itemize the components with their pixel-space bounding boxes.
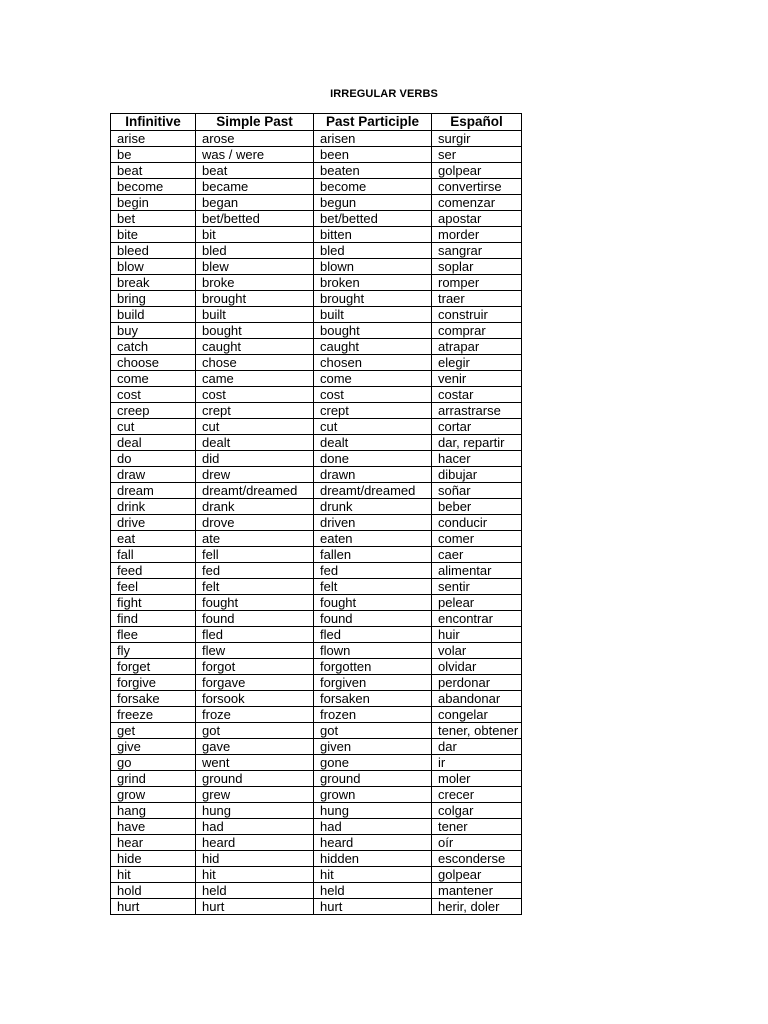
irregular-verbs-table: [110, 113, 522, 915]
cell-infinitive: grow: [111, 787, 196, 803]
cell-espanol: olvidar: [432, 659, 522, 675]
cell-simple-past: froze: [196, 707, 314, 723]
cell-espanol: beber: [432, 499, 522, 515]
cell-infinitive: bring: [111, 291, 196, 307]
cell-past-participle: forgiven: [314, 675, 432, 691]
cell-infinitive: get: [111, 723, 196, 739]
cell-past-participle: built: [314, 307, 432, 323]
header-espanol: Español: [432, 114, 522, 131]
cell-infinitive: go: [111, 755, 196, 771]
table-row: [111, 467, 522, 483]
table-row: [111, 419, 522, 435]
cell-simple-past: hit: [196, 867, 314, 883]
cell-simple-past: hung: [196, 803, 314, 819]
cell-espanol: herir, doler: [432, 899, 522, 915]
table-header-row: [111, 114, 522, 131]
cell-simple-past: went: [196, 755, 314, 771]
cell-espanol: cortar: [432, 419, 522, 435]
cell-past-participle: frozen: [314, 707, 432, 723]
cell-past-participle: fought: [314, 595, 432, 611]
cell-past-participle: been: [314, 147, 432, 163]
cell-past-participle: arisen: [314, 131, 432, 147]
table-row: [111, 723, 522, 739]
cell-simple-past: broke: [196, 275, 314, 291]
cell-infinitive: fall: [111, 547, 196, 563]
cell-past-participle: given: [314, 739, 432, 755]
table-row: [111, 259, 522, 275]
cell-simple-past: hurt: [196, 899, 314, 915]
cell-espanol: romper: [432, 275, 522, 291]
cell-infinitive: arise: [111, 131, 196, 147]
cell-infinitive: break: [111, 275, 196, 291]
table-row: [111, 883, 522, 899]
cell-past-participle: cost: [314, 387, 432, 403]
cell-simple-past: forgave: [196, 675, 314, 691]
cell-espanol: atrapar: [432, 339, 522, 355]
cell-simple-past: bet/betted: [196, 211, 314, 227]
cell-espanol: surgir: [432, 131, 522, 147]
cell-espanol: construir: [432, 307, 522, 323]
cell-infinitive: forget: [111, 659, 196, 675]
cell-simple-past: drank: [196, 499, 314, 515]
cell-espanol: dar, repartir: [432, 435, 522, 451]
table-row: [111, 307, 522, 323]
cell-espanol: conducir: [432, 515, 522, 531]
cell-espanol: perdonar: [432, 675, 522, 691]
cell-espanol: moler: [432, 771, 522, 787]
cell-infinitive: find: [111, 611, 196, 627]
cell-simple-past: grew: [196, 787, 314, 803]
cell-past-participle: hit: [314, 867, 432, 883]
cell-espanol: arrastrarse: [432, 403, 522, 419]
cell-simple-past: began: [196, 195, 314, 211]
cell-infinitive: grind: [111, 771, 196, 787]
cell-espanol: ir: [432, 755, 522, 771]
table-row: [111, 195, 522, 211]
cell-espanol: encontrar: [432, 611, 522, 627]
table-row: [111, 531, 522, 547]
cell-infinitive: freeze: [111, 707, 196, 723]
table-row: [111, 675, 522, 691]
cell-past-participle: begun: [314, 195, 432, 211]
cell-past-participle: fled: [314, 627, 432, 643]
cell-infinitive: do: [111, 451, 196, 467]
cell-past-participle: fed: [314, 563, 432, 579]
cell-simple-past: got: [196, 723, 314, 739]
cell-infinitive: come: [111, 371, 196, 387]
cell-infinitive: hear: [111, 835, 196, 851]
document-title: IRREGULAR VERBS: [330, 88, 438, 100]
cell-simple-past: chose: [196, 355, 314, 371]
cell-past-participle: bitten: [314, 227, 432, 243]
cell-infinitive: begin: [111, 195, 196, 211]
cell-past-participle: dealt: [314, 435, 432, 451]
cell-simple-past: fed: [196, 563, 314, 579]
table-row: [111, 643, 522, 659]
cell-simple-past: forsook: [196, 691, 314, 707]
table-row: [111, 547, 522, 563]
cell-simple-past: fled: [196, 627, 314, 643]
table-row: [111, 563, 522, 579]
cell-espanol: comprar: [432, 323, 522, 339]
cell-past-participle: bought: [314, 323, 432, 339]
cell-past-participle: heard: [314, 835, 432, 851]
cell-espanol: soñar: [432, 483, 522, 499]
cell-past-participle: hurt: [314, 899, 432, 915]
table-row: [111, 787, 522, 803]
table-row: [111, 291, 522, 307]
table-row: [111, 803, 522, 819]
table-row: [111, 179, 522, 195]
cell-infinitive: hang: [111, 803, 196, 819]
cell-past-participle: crept: [314, 403, 432, 419]
table-row: [111, 515, 522, 531]
cell-infinitive: build: [111, 307, 196, 323]
cell-infinitive: eat: [111, 531, 196, 547]
cell-infinitive: beat: [111, 163, 196, 179]
cell-infinitive: catch: [111, 339, 196, 355]
cell-past-participle: got: [314, 723, 432, 739]
cell-espanol: morder: [432, 227, 522, 243]
table-row: [111, 691, 522, 707]
cell-infinitive: hit: [111, 867, 196, 883]
cell-espanol: traer: [432, 291, 522, 307]
cell-espanol: alimentar: [432, 563, 522, 579]
cell-simple-past: bit: [196, 227, 314, 243]
table-row: [111, 707, 522, 723]
cell-past-participle: forgotten: [314, 659, 432, 675]
cell-espanol: huir: [432, 627, 522, 643]
cell-espanol: golpear: [432, 163, 522, 179]
cell-simple-past: arose: [196, 131, 314, 147]
table-row: [111, 739, 522, 755]
cell-infinitive: have: [111, 819, 196, 835]
cell-infinitive: drive: [111, 515, 196, 531]
cell-espanol: pelear: [432, 595, 522, 611]
cell-espanol: dibujar: [432, 467, 522, 483]
cell-infinitive: blow: [111, 259, 196, 275]
cell-infinitive: bite: [111, 227, 196, 243]
cell-past-participle: held: [314, 883, 432, 899]
cell-infinitive: flee: [111, 627, 196, 643]
table-row: [111, 483, 522, 499]
cell-past-participle: hung: [314, 803, 432, 819]
cell-simple-past: built: [196, 307, 314, 323]
cell-past-participle: drunk: [314, 499, 432, 515]
cell-infinitive: deal: [111, 435, 196, 451]
table-row: [111, 819, 522, 835]
cell-espanol: golpear: [432, 867, 522, 883]
cell-infinitive: be: [111, 147, 196, 163]
cell-past-participle: hidden: [314, 851, 432, 867]
table-row: [111, 339, 522, 355]
cell-infinitive: hold: [111, 883, 196, 899]
cell-espanol: tener: [432, 819, 522, 835]
cell-past-participle: caught: [314, 339, 432, 355]
table-row: [111, 227, 522, 243]
cell-simple-past: blew: [196, 259, 314, 275]
cell-simple-past: felt: [196, 579, 314, 595]
cell-past-participle: forsaken: [314, 691, 432, 707]
cell-espanol: costar: [432, 387, 522, 403]
table-row: [111, 355, 522, 371]
cell-infinitive: drink: [111, 499, 196, 515]
header-infinitive: Infinitive: [111, 114, 196, 131]
cell-past-participle: ground: [314, 771, 432, 787]
cell-simple-past: drove: [196, 515, 314, 531]
cell-espanol: dar: [432, 739, 522, 755]
cell-espanol: apostar: [432, 211, 522, 227]
cell-espanol: ser: [432, 147, 522, 163]
table-row: [111, 499, 522, 515]
table-row: [111, 435, 522, 451]
cell-simple-past: fought: [196, 595, 314, 611]
cell-past-participle: cut: [314, 419, 432, 435]
cell-espanol: volar: [432, 643, 522, 659]
cell-simple-past: became: [196, 179, 314, 195]
cell-espanol: tener, obtener: [432, 723, 522, 739]
cell-simple-past: beat: [196, 163, 314, 179]
cell-past-participle: flown: [314, 643, 432, 659]
cell-past-participle: drawn: [314, 467, 432, 483]
cell-espanol: convertirse: [432, 179, 522, 195]
table-row: [111, 323, 522, 339]
cell-espanol: comer: [432, 531, 522, 547]
cell-simple-past: found: [196, 611, 314, 627]
table-row: [111, 595, 522, 611]
cell-infinitive: forsake: [111, 691, 196, 707]
cell-simple-past: cost: [196, 387, 314, 403]
cell-simple-past: drew: [196, 467, 314, 483]
cell-espanol: soplar: [432, 259, 522, 275]
cell-infinitive: cut: [111, 419, 196, 435]
cell-simple-past: had: [196, 819, 314, 835]
cell-past-participle: dreamt/dreamed: [314, 483, 432, 499]
cell-simple-past: dealt: [196, 435, 314, 451]
table-row: [111, 851, 522, 867]
cell-espanol: abandonar: [432, 691, 522, 707]
cell-past-participle: done: [314, 451, 432, 467]
cell-infinitive: bet: [111, 211, 196, 227]
table-row: [111, 371, 522, 387]
table-row: [111, 627, 522, 643]
cell-infinitive: buy: [111, 323, 196, 339]
cell-espanol: oír: [432, 835, 522, 851]
cell-infinitive: creep: [111, 403, 196, 419]
table-row: [111, 147, 522, 163]
cell-simple-past: hid: [196, 851, 314, 867]
cell-past-participle: come: [314, 371, 432, 387]
table-row: [111, 243, 522, 259]
cell-espanol: elegir: [432, 355, 522, 371]
table-row: [111, 835, 522, 851]
cell-infinitive: fly: [111, 643, 196, 659]
table-row: [111, 163, 522, 179]
cell-simple-past: flew: [196, 643, 314, 659]
cell-past-participle: bled: [314, 243, 432, 259]
cell-simple-past: heard: [196, 835, 314, 851]
cell-espanol: hacer: [432, 451, 522, 467]
cell-simple-past: brought: [196, 291, 314, 307]
cell-espanol: sangrar: [432, 243, 522, 259]
cell-simple-past: forgot: [196, 659, 314, 675]
table-row: [111, 131, 522, 147]
cell-espanol: sentir: [432, 579, 522, 595]
cell-simple-past: held: [196, 883, 314, 899]
cell-espanol: congelar: [432, 707, 522, 723]
cell-infinitive: hurt: [111, 899, 196, 915]
cell-infinitive: feed: [111, 563, 196, 579]
cell-espanol: caer: [432, 547, 522, 563]
cell-past-participle: found: [314, 611, 432, 627]
cell-past-participle: had: [314, 819, 432, 835]
table-row: [111, 867, 522, 883]
cell-past-participle: gone: [314, 755, 432, 771]
cell-past-participle: chosen: [314, 355, 432, 371]
cell-infinitive: draw: [111, 467, 196, 483]
cell-infinitive: bleed: [111, 243, 196, 259]
cell-infinitive: forgive: [111, 675, 196, 691]
cell-simple-past: crept: [196, 403, 314, 419]
cell-infinitive: become: [111, 179, 196, 195]
table-row: [111, 611, 522, 627]
cell-espanol: comenzar: [432, 195, 522, 211]
table-body: [111, 131, 522, 915]
table-row: [111, 211, 522, 227]
cell-simple-past: bled: [196, 243, 314, 259]
cell-espanol: colgar: [432, 803, 522, 819]
cell-simple-past: came: [196, 371, 314, 387]
cell-past-participle: felt: [314, 579, 432, 595]
table-row: [111, 659, 522, 675]
cell-espanol: mantener: [432, 883, 522, 899]
cell-past-participle: driven: [314, 515, 432, 531]
cell-espanol: venir: [432, 371, 522, 387]
cell-past-participle: blown: [314, 259, 432, 275]
table-row: [111, 403, 522, 419]
cell-simple-past: ground: [196, 771, 314, 787]
cell-espanol: crecer: [432, 787, 522, 803]
cell-infinitive: feel: [111, 579, 196, 595]
cell-simple-past: gave: [196, 739, 314, 755]
cell-infinitive: dream: [111, 483, 196, 499]
table-row: [111, 579, 522, 595]
table-row: [111, 755, 522, 771]
header-past-participle: Past Participle: [314, 114, 432, 131]
cell-simple-past: was / were: [196, 147, 314, 163]
table-row: [111, 451, 522, 467]
cell-simple-past: cut: [196, 419, 314, 435]
cell-simple-past: dreamt/dreamed: [196, 483, 314, 499]
cell-past-participle: eaten: [314, 531, 432, 547]
cell-infinitive: cost: [111, 387, 196, 403]
table-row: [111, 275, 522, 291]
cell-infinitive: choose: [111, 355, 196, 371]
cell-past-participle: brought: [314, 291, 432, 307]
cell-past-participle: beaten: [314, 163, 432, 179]
table-row: [111, 899, 522, 915]
table-row: [111, 771, 522, 787]
header-simple-past: Simple Past: [196, 114, 314, 131]
cell-past-participle: broken: [314, 275, 432, 291]
cell-simple-past: did: [196, 451, 314, 467]
cell-infinitive: hide: [111, 851, 196, 867]
cell-simple-past: fell: [196, 547, 314, 563]
cell-infinitive: give: [111, 739, 196, 755]
cell-past-participle: grown: [314, 787, 432, 803]
cell-past-participle: bet/betted: [314, 211, 432, 227]
cell-infinitive: fight: [111, 595, 196, 611]
cell-past-participle: fallen: [314, 547, 432, 563]
cell-simple-past: caught: [196, 339, 314, 355]
cell-simple-past: bought: [196, 323, 314, 339]
cell-past-participle: become: [314, 179, 432, 195]
cell-espanol: esconderse: [432, 851, 522, 867]
table-row: [111, 387, 522, 403]
cell-simple-past: ate: [196, 531, 314, 547]
